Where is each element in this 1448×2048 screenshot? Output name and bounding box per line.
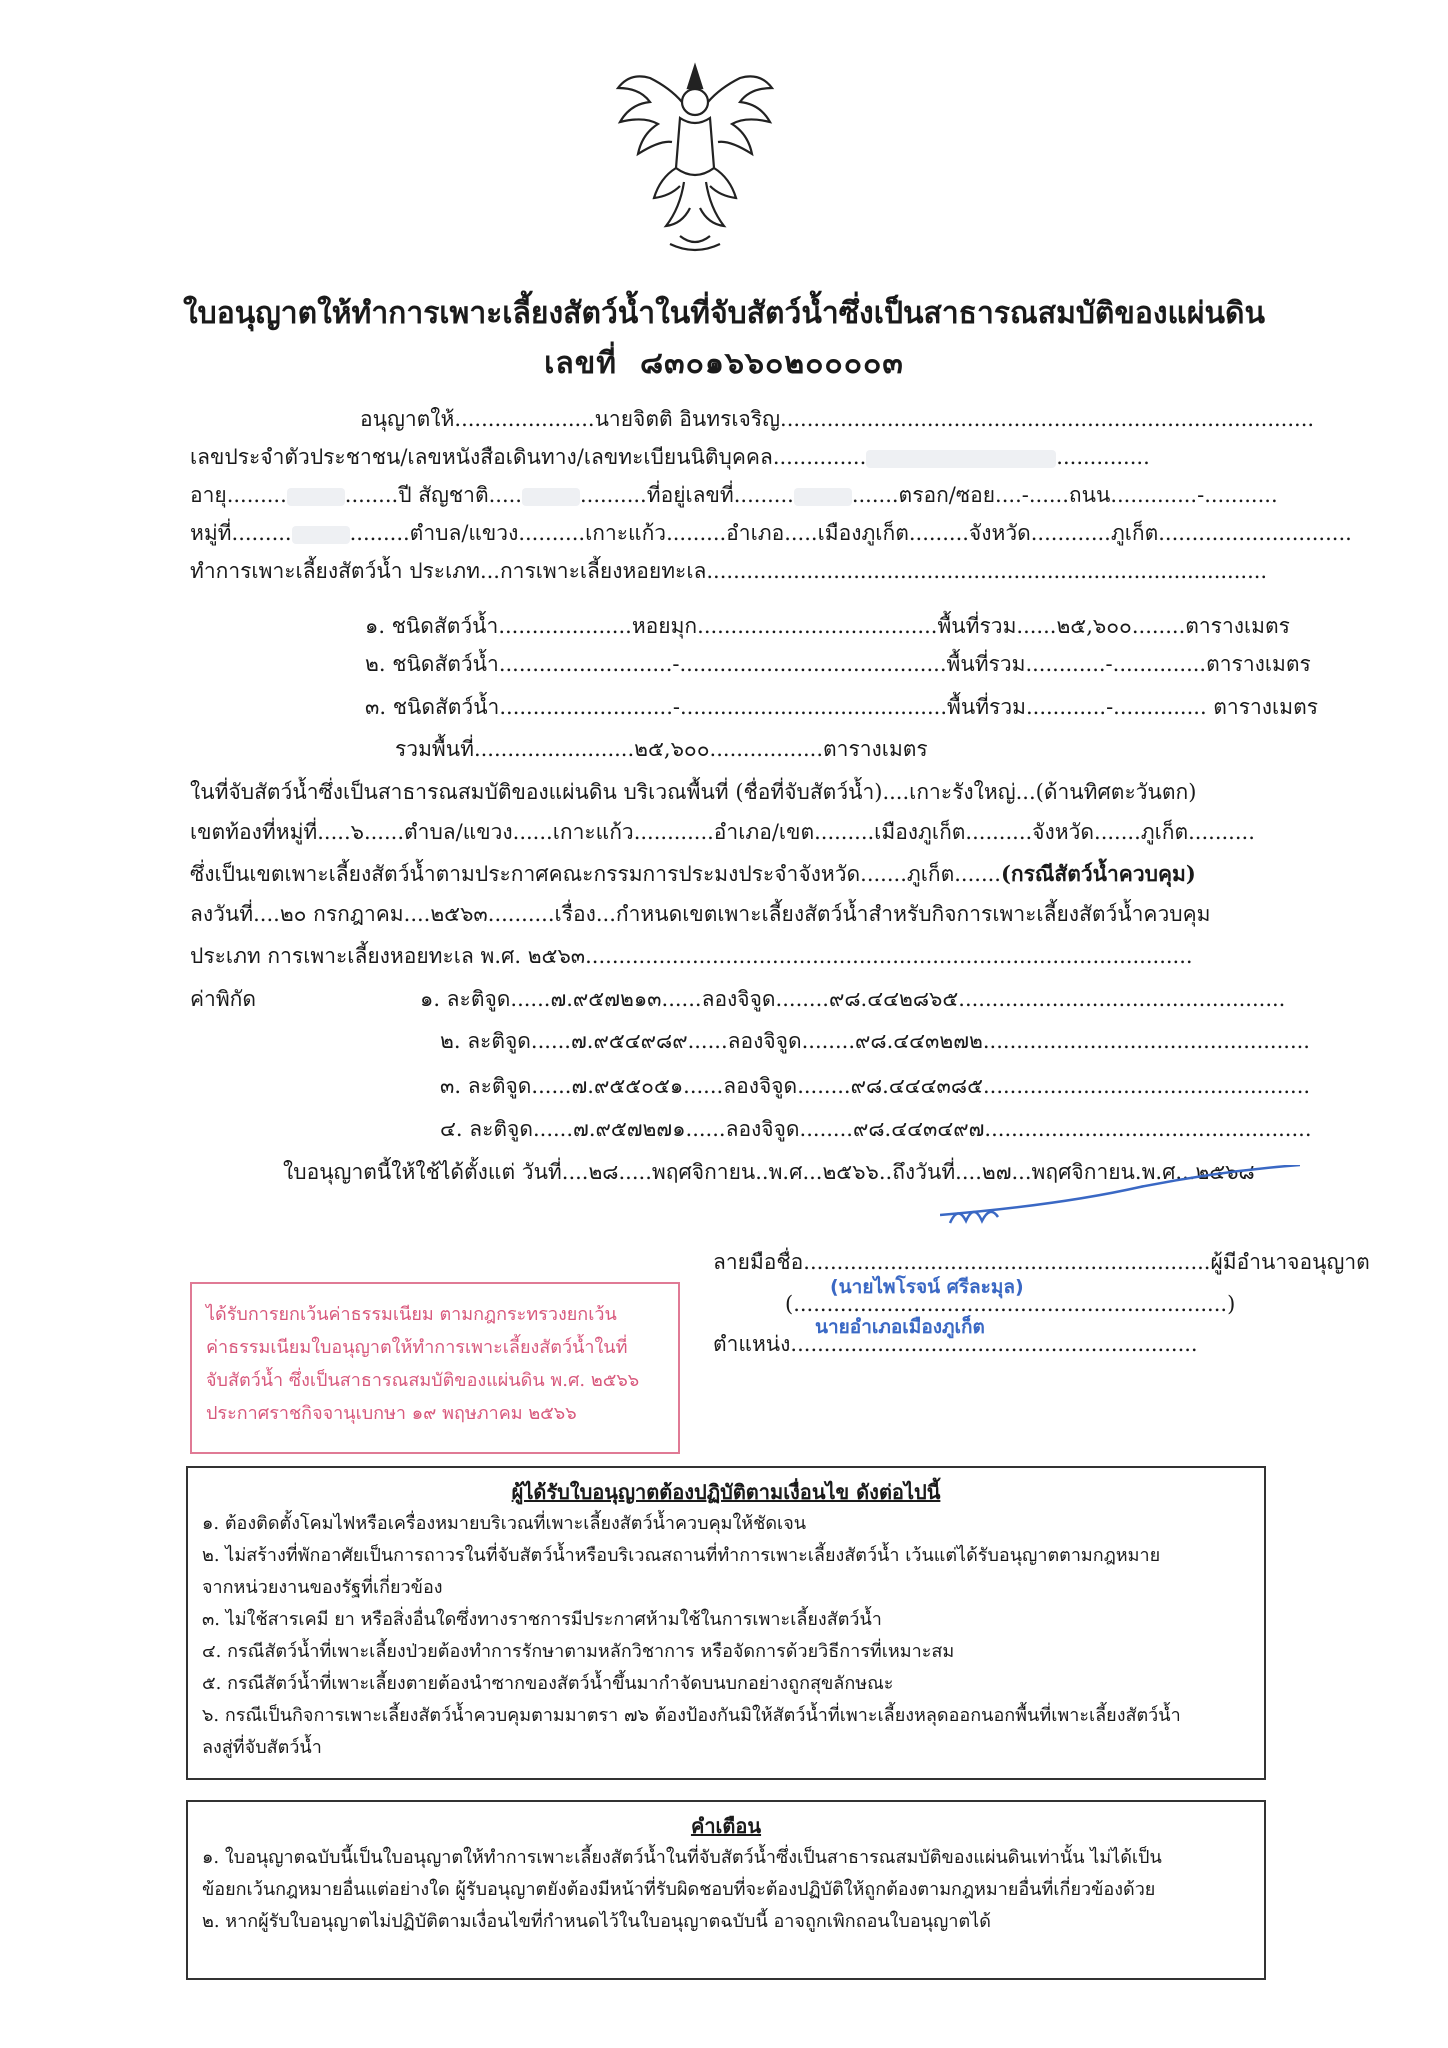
redacted-moo xyxy=(292,526,350,544)
announcement-line xyxy=(190,860,1196,888)
moo-label: หมู่ที่......... xyxy=(190,521,292,545)
announcement-date-line: ลงวันที่....๒๐ กรกฎาคม....๒๕๖๓..........เรื่อง...กำหนดเขตเพาะเลี้ยงสัตว์น้ำสำหรับกิจการเพาะเลี้ยงสัตว์น้ำควบคุม xyxy=(190,902,1211,926)
condition-item: ๕. กรณีสัตว์น้ำที่เพาะเลี้ยงตายต้องนำซากของสัตว์น้ำขึ้นมากำจัดบนบกอย่างถูกสุขลักษณะ xyxy=(202,1673,894,1694)
culture-type-line: ทำการเพาะเลี้ยงสัตว์น้ำ ประเภท...การเพาะเลี้ยงหอยทะเล.................................................................................... xyxy=(190,559,1268,583)
street-label: .......ตรอก/ซอย....-......ถนน.............-........... xyxy=(851,483,1278,507)
garuda-emblem-icon xyxy=(610,58,780,258)
category-line: ประเภท การเพาะเลี้ยงหอยทะเล พ.ศ. ๒๕๖๓........................................................................................... xyxy=(190,944,1193,968)
signature-line: ลายมือชื่อ.............................................................ผู้มีอำนาจอนุญาต xyxy=(713,1250,1370,1274)
permit-number-value: ๘๓๐๑๖๖๐๒๐๐๐๐๓ xyxy=(639,346,904,381)
condition-item: ๓. ไม่ใช้สารเคมี ยา หรือสิ่งอื่นใดซึ่งทางราชการมีประกาศห้ามใช้ในการเพาะเลี้ยงสัตว์น้ำ xyxy=(202,1609,882,1630)
redacted-nationality xyxy=(522,488,580,506)
exemption-line: จับสัตว์น้ำ ซึ่งเป็นสาธารณสมบัติของแผ่นดิน พ.ศ. ๒๕๖๖ xyxy=(206,1370,640,1391)
species-row-3: ๓. ชนิดสัตว์น้ำ..........................-........................................พื้นที่รวม............-.............. ตารางเมตร xyxy=(365,695,1318,719)
announcement-text: ซึ่งเป็นเขตเพาะเลี้ยงสัตว์น้ำตามประกาศคณะกรรมการประมงประจำจังหวัด.......ภูเก็ต....... xyxy=(190,862,1001,886)
coordinate-row-4: ๔. ละติจูด......๗.๙๕๗๒๗๑......ลองจิจูด........๙๘.๔๔๓๔๙๗................................................. xyxy=(440,1117,1312,1141)
redacted-id xyxy=(866,450,1056,468)
condition-item: ลงสู่ที่จับสัตว์น้ำ xyxy=(202,1737,322,1758)
subdistrict-line: .........ตำบล/แขวง..........เกาะแก้ว.........อำเภอ.....เมืองภูเก็ต.........จังหวัด............ภูเก็ต............................. xyxy=(349,521,1352,545)
coordinates-label: ค่าพิกัด xyxy=(190,987,257,1011)
fee-exemption-stamp xyxy=(190,1282,680,1454)
age-address-line xyxy=(190,481,1278,509)
id-line-tail: .............. xyxy=(1056,445,1150,469)
warning-heading: คำเตือน xyxy=(690,1814,762,1838)
coordinate-row-1: ๑. ละติจูด......๗.๙๕๗๒๑๓......ลองจิจูด........๙๘.๔๔๒๘๖๕................................................. xyxy=(420,987,1286,1011)
redacted-house-number xyxy=(794,488,852,506)
validity-line: ใบอนุญาตนี้ให้ใช้ได้ตั้งแต่ วันที่....๒๘.....พฤศจิกายน..พ.ศ...๒๕๖๖..ถึงวันที่....๒๗...พฤศจิกายน.พ.ศ...๒๕๖๘ xyxy=(283,1160,1255,1184)
exemption-line: ประกาศราชกิจจานุเบกษา ๑๙ พฤษภาคม ๒๕๖๖ xyxy=(206,1403,577,1424)
position-stamp: นายอำเภอเมืองภูเก็ต xyxy=(815,1316,985,1338)
condition-item: ๖. กรณีเป็นกิจการเพาะเลี้ยงสัตว์น้ำควบคุมตามมาตรา ๗๖ ต้องป้องกันมิให้สัตว์น้ำที่เพาะเลี้ยงหลุดออกนอกพื้นที่เพาะเลี้ยงสัตว์น้ำ xyxy=(202,1705,1181,1726)
warning-item: ๒. หากผู้รับใบอนุญาตไม่ปฏิบัติตามเงื่อนไขที่กำหนดไว้ในใบอนุญาตฉบับนี้ อาจถูกเพิกถอนใบอนุญาตได้ xyxy=(202,1911,991,1932)
coordinate-row-2: ๒. ละติจูด......๗.๙๕๔๙๘๙......ลองจิจูด........๙๘.๔๔๓๒๗๒................................................. xyxy=(440,1029,1310,1053)
permit-number-label: เลขที่ xyxy=(544,346,618,381)
condition-item: ๒. ไม่สร้างที่พักอาศัยเป็นการถาวรในที่จับสัตว์น้ำหรือบริเวณสถานที่ทำการเพาะเลี้ยงสัตว์น้ำ เว้นแต่ได้รับอนุญาตตามกฎหมาย xyxy=(202,1545,1161,1566)
id-line-text: เลขประจำตัวประชาชน/เลขหนังสือเดินทาง/เลขทะเบียนนิติบุคคล.............. xyxy=(190,445,867,469)
exemption-line: ได้รับการยกเว้นค่าธรรมเนียม ตามกฎกระทรวงยกเว้น xyxy=(206,1304,617,1325)
coordinate-row-3: ๓. ละติจูด......๗.๙๕๕๐๕๑......ลองจิจูด........๙๘.๔๔๔๓๘๕................................................. xyxy=(440,1074,1311,1098)
permit-number xyxy=(0,340,1448,387)
signatory-name-line: (.................................................................) xyxy=(785,1292,1236,1316)
warning-item: ข้อยกเว้นกฎหมายอื่นแต่อย่างใด ผู้รับอนุญาตยังต้องมีหน้าที่รับผิดชอบที่จะต้องปฏิบัติให้ถูกต้องตามกฎหมายอื่นที่เกี่ยวข้องด้วย xyxy=(202,1879,1156,1900)
species-row-2: ๒. ชนิดสัตว์น้ำ..........................-........................................พื้นที่รวม............-..............ตารางเมตร xyxy=(365,652,1311,676)
controlled-species-note: (กรณีสัตว์น้ำควบคุม) xyxy=(1000,861,1196,886)
exemption-line: ค่าธรรมเนียมใบอนุญาตให้ทำการเพาะเลี้ยงสัตว์น้ำในที่ xyxy=(206,1337,628,1358)
conditions-heading: ผู้ได้รับใบอนุญาตต้องปฏิบัติตามเงื่อนไข ดังต่อไปนี้ xyxy=(511,1480,941,1504)
moo-line xyxy=(190,519,1352,547)
condition-item: ๔. กรณีสัตว์น้ำที่เพาะเลี้ยงป่วยต้องทำการรักษาตามหลักวิชาการ หรือจัดการด้วยวิธีการที่เหมาะสม xyxy=(202,1641,955,1662)
warning-box xyxy=(186,1800,1266,1980)
zone-line: เขตท้องที่หมู่ที่.....๖......ตำบล/แขวง......เกาะแก้ว............อำเภอ/เขต.........เมืองภูเก็ต..........จังหวัด.......ภูเก็ต.......... xyxy=(190,820,1255,844)
signatory-name-stamp: (นายไพโรจน์ ศรีละมุล) xyxy=(830,1276,1024,1298)
species-row-1: ๑. ชนิดสัตว์น้ำ....................หอยมุก....................................พื้นที่รวม......๒๕,๖๐๐........ตารางเมตร xyxy=(365,614,1290,638)
location-line: ในที่จับสัตว์น้ำซึ่งเป็นสาธารณสมบัติของแผ่นดิน บริเวณพื้นที่ (ชื่อที่จับสัตว์น้ำ)....เกาะรังใหญ่...(ด้านทิศตะวันตก) xyxy=(190,780,1197,804)
position-line: ตำแหน่ง............................................................. xyxy=(713,1332,1198,1356)
id-line xyxy=(190,443,1150,471)
age-label: อายุ......... xyxy=(190,483,287,507)
signature-scribble-icon xyxy=(940,1165,1300,1225)
nationality-label: ........ปี สัญชาติ..... xyxy=(344,483,522,507)
condition-item: ๑. ต้องติดตั้งโคมไฟหรือเครื่องหมายบริเวณที่เพาะเลี้ยงสัตว์น้ำควบคุมให้ชัดเจน xyxy=(202,1513,807,1534)
document-title: ใบอนุญาตให้ทำการเพาะเลี้ยงสัตว์น้ำในที่จับสัตว์น้ำซึ่งเป็นสาธารณสมบัติของแผ่นดิน xyxy=(183,296,1265,331)
conditions-box xyxy=(186,1466,1266,1780)
condition-item: จากหน่วยงานของรัฐที่เกี่ยวข้อง xyxy=(202,1577,443,1598)
grantee-line: อนุญาตให้.....................นายจิตติ อินทรเจริญ................................................................................ xyxy=(360,407,1315,431)
warning-item: ๑. ใบอนุญาตฉบับนี้เป็นใบอนุญาตให้ทำการเพาะเลี้ยงสัตว์น้ำในที่จับสัตว์น้ำซึ่งเป็นสาธารณสมบัติของแผ่นดินเท่านั้น ไม่ได้เป็น xyxy=(202,1847,1162,1868)
redacted-age xyxy=(287,488,345,506)
total-area-line: รวมพื้นที่........................๒๕,๖๐๐.................ตารางเมตร xyxy=(395,737,928,761)
house-number-label: ..........ที่อยู่เลขที่......... xyxy=(579,483,794,507)
